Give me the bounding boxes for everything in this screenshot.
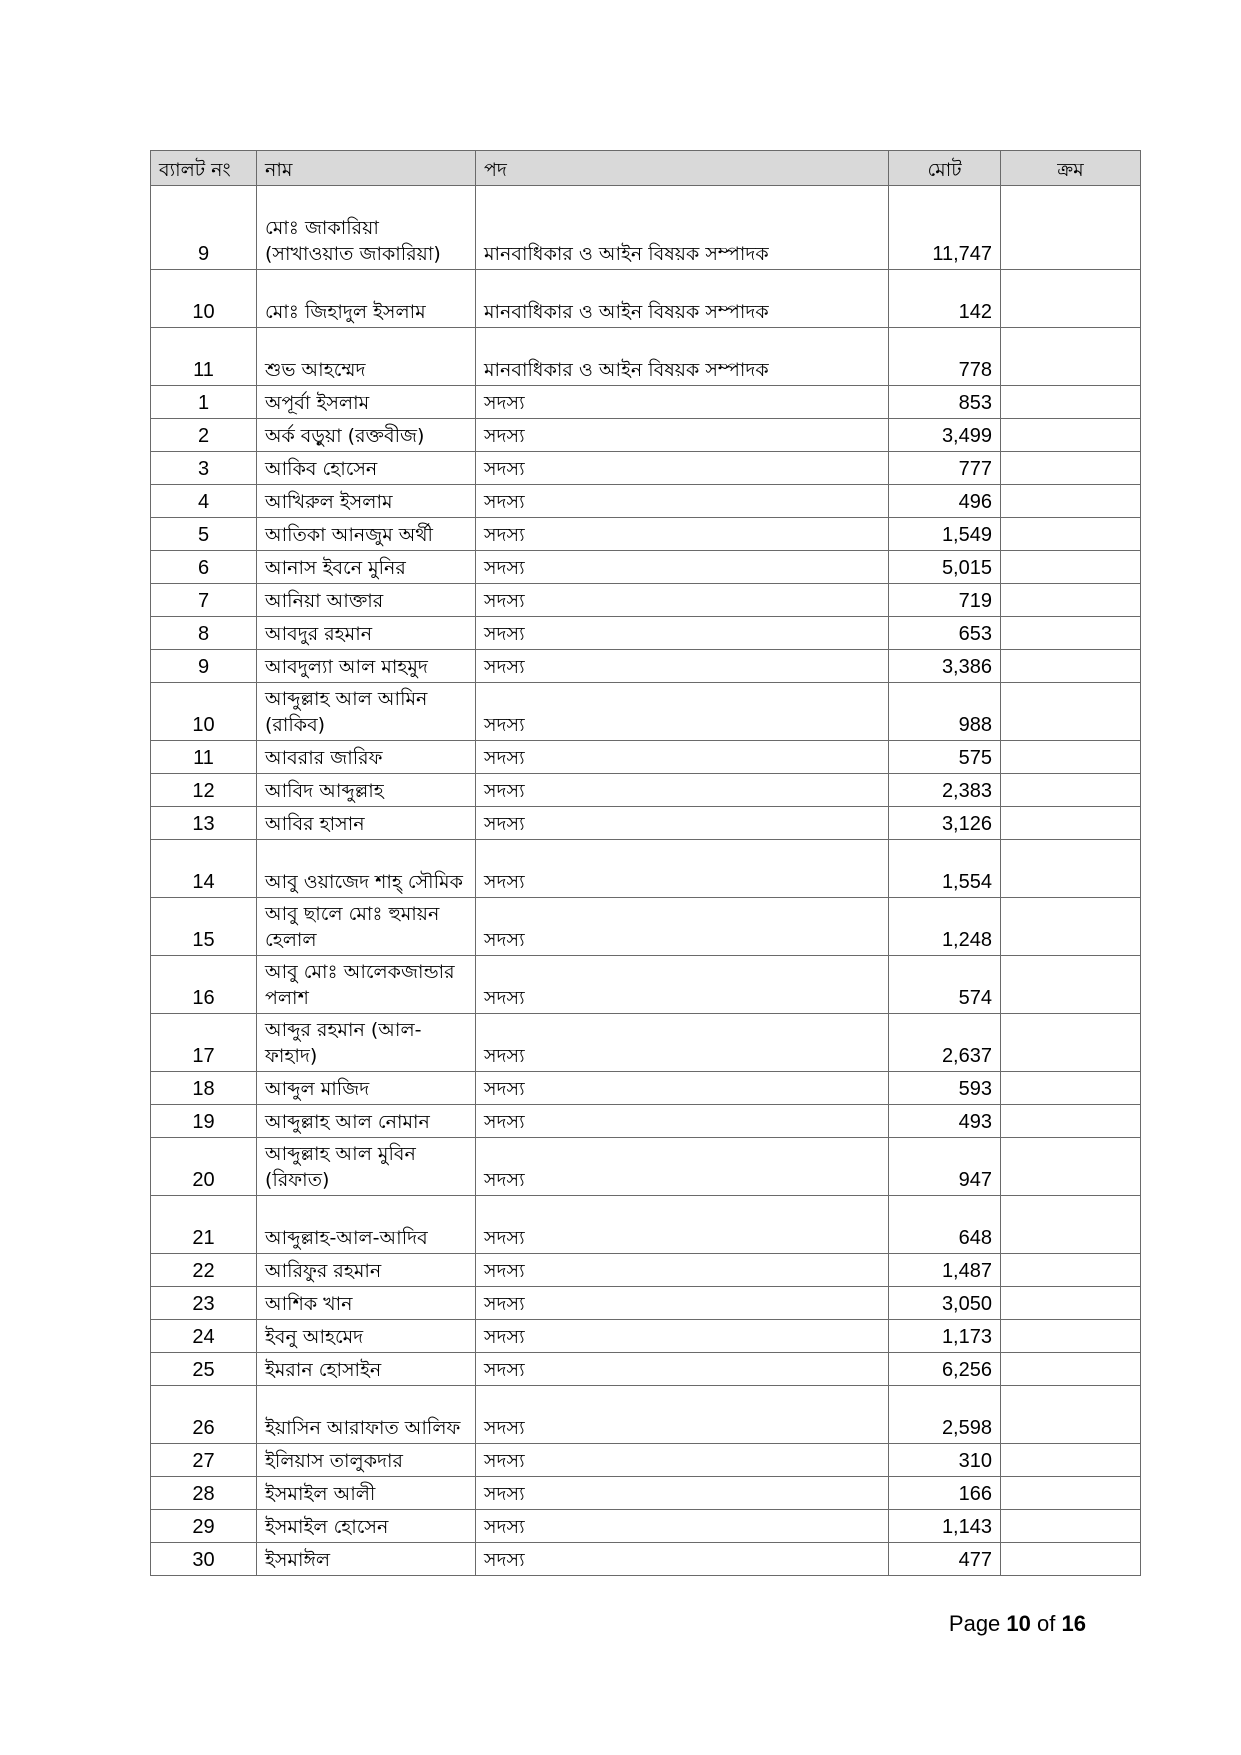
rank-cell bbox=[1001, 1138, 1141, 1196]
rank-cell bbox=[1001, 1287, 1141, 1320]
total-votes-cell: 310 bbox=[889, 1444, 1001, 1477]
candidate-name-cell: আব্দুল্লাহ আল নোমান bbox=[257, 1105, 476, 1138]
post-cell: সদস্য bbox=[476, 1444, 889, 1477]
total-votes-cell: 853 bbox=[889, 386, 1001, 419]
ballot-no-cell: 9 bbox=[151, 650, 257, 683]
ballot-no-cell: 11 bbox=[151, 328, 257, 386]
candidate-name-cell: মোঃ জাকারিয়া (সাখাওয়াত জাকারিয়া) bbox=[257, 186, 476, 270]
total-votes-cell: 648 bbox=[889, 1196, 1001, 1254]
ballot-no-cell: 20 bbox=[151, 1138, 257, 1196]
post-cell: সদস্য bbox=[476, 956, 889, 1014]
ballot-no-cell: 1 bbox=[151, 386, 257, 419]
ballot-no-cell: 12 bbox=[151, 774, 257, 807]
table-row bbox=[151, 551, 1141, 584]
post-cell: সদস্য bbox=[476, 1138, 889, 1196]
candidate-name-cell: আব্দুল্লাহ আল আমিন (রাকিব) bbox=[257, 683, 476, 741]
ballot-no-cell: 27 bbox=[151, 1444, 257, 1477]
candidate-name-cell: আব্দুর রহমান (আল-ফাহাদ) bbox=[257, 1014, 476, 1072]
table-row bbox=[151, 650, 1141, 683]
post-cell: সদস্য bbox=[476, 1510, 889, 1543]
candidate-name-cell: শুভ আহম্মেদ bbox=[257, 328, 476, 386]
post-cell: সদস্য bbox=[476, 1072, 889, 1105]
candidate-name-cell: ইসমাঈল bbox=[257, 1543, 476, 1576]
header-total: মোট bbox=[889, 151, 1001, 186]
rank-cell bbox=[1001, 1072, 1141, 1105]
rank-cell bbox=[1001, 386, 1141, 419]
ballot-no-cell: 6 bbox=[151, 551, 257, 584]
post-cell: সদস্য bbox=[476, 807, 889, 840]
ballot-no-cell: 17 bbox=[151, 1014, 257, 1072]
total-votes-cell: 6,256 bbox=[889, 1353, 1001, 1386]
total-votes-cell: 142 bbox=[889, 270, 1001, 328]
post-cell: মানবাধিকার ও আইন বিষয়ক সম্পাদক bbox=[476, 186, 889, 270]
ballot-no-cell: 16 bbox=[151, 956, 257, 1014]
table-row bbox=[151, 1287, 1141, 1320]
post-cell: সদস্য bbox=[476, 1196, 889, 1254]
table-row bbox=[151, 741, 1141, 774]
candidate-name-cell: আবু ওয়াজেদ শাহ্ সৌমিক bbox=[257, 840, 476, 898]
rank-cell bbox=[1001, 840, 1141, 898]
of-word: of bbox=[1037, 1611, 1056, 1636]
ballot-no-cell: 4 bbox=[151, 485, 257, 518]
candidate-name-cell: আবু মোঃ আলেকজান্ডার পলাশ bbox=[257, 956, 476, 1014]
candidate-name-cell: ইসমাইল আলী bbox=[257, 1477, 476, 1510]
total-votes-cell: 719 bbox=[889, 584, 1001, 617]
candidate-name-cell: ইয়াসিন আরাফাত আলিফ bbox=[257, 1386, 476, 1444]
total-votes-cell: 1,487 bbox=[889, 1254, 1001, 1287]
header-post: পদ bbox=[476, 151, 889, 186]
ballot-no-cell: 11 bbox=[151, 741, 257, 774]
table-row bbox=[151, 807, 1141, 840]
total-votes-cell: 2,383 bbox=[889, 774, 1001, 807]
candidate-name-cell: আতিকা আনজুম অর্থী bbox=[257, 518, 476, 551]
rank-cell bbox=[1001, 328, 1141, 386]
rank-cell bbox=[1001, 1477, 1141, 1510]
total-votes-cell: 1,248 bbox=[889, 898, 1001, 956]
rank-cell bbox=[1001, 1014, 1141, 1072]
ballot-no-cell: 2 bbox=[151, 419, 257, 452]
table-row bbox=[151, 1320, 1141, 1353]
total-votes-cell: 3,050 bbox=[889, 1287, 1001, 1320]
post-cell: সদস্য bbox=[476, 741, 889, 774]
post-cell: সদস্য bbox=[476, 650, 889, 683]
rank-cell bbox=[1001, 807, 1141, 840]
post-cell: সদস্য bbox=[476, 898, 889, 956]
rank-cell bbox=[1001, 1196, 1141, 1254]
rank-cell bbox=[1001, 1254, 1141, 1287]
rank-cell bbox=[1001, 741, 1141, 774]
rank-cell bbox=[1001, 898, 1141, 956]
post-cell: সদস্য bbox=[476, 1353, 889, 1386]
rank-cell bbox=[1001, 1444, 1141, 1477]
table-row bbox=[151, 683, 1141, 741]
table-row bbox=[151, 1444, 1141, 1477]
table-row bbox=[151, 1138, 1141, 1196]
ballot-no-cell: 15 bbox=[151, 898, 257, 956]
candidate-name-cell: আনিয়া আক্তার bbox=[257, 584, 476, 617]
ballot-no-cell: 21 bbox=[151, 1196, 257, 1254]
total-votes-cell: 3,499 bbox=[889, 419, 1001, 452]
post-cell: সদস্য bbox=[476, 774, 889, 807]
current-page: 10 bbox=[1006, 1611, 1031, 1636]
candidate-name-cell: অপূর্বা ইসলাম bbox=[257, 386, 476, 419]
candidate-name-cell: আনাস ইবনে মুনির bbox=[257, 551, 476, 584]
table-row bbox=[151, 1543, 1141, 1576]
rank-cell bbox=[1001, 485, 1141, 518]
total-votes-cell: 1,143 bbox=[889, 1510, 1001, 1543]
candidate-name-cell: ইসমাইল হোসেন bbox=[257, 1510, 476, 1543]
rank-cell bbox=[1001, 683, 1141, 741]
page-number bbox=[949, 1611, 1086, 1637]
page-word: Page bbox=[948, 1611, 1001, 1636]
candidate-name-cell: আব্দুল্লাহ আল মুবিন (রিফাত) bbox=[257, 1138, 476, 1196]
candidate-name-cell: আব্দুল মাজিদ bbox=[257, 1072, 476, 1105]
table-body bbox=[151, 186, 1141, 1576]
rank-cell bbox=[1001, 1510, 1141, 1543]
table-row bbox=[151, 1072, 1141, 1105]
total-votes-cell: 778 bbox=[889, 328, 1001, 386]
total-votes-cell: 493 bbox=[889, 1105, 1001, 1138]
ballot-no-cell: 30 bbox=[151, 1543, 257, 1576]
rank-cell bbox=[1001, 518, 1141, 551]
rank-cell bbox=[1001, 584, 1141, 617]
candidate-name-cell: অর্ক বড়ুয়া (রক্তবীজ) bbox=[257, 419, 476, 452]
table-row bbox=[151, 774, 1141, 807]
ballot-no-cell: 25 bbox=[151, 1353, 257, 1386]
post-cell: সদস্য bbox=[476, 518, 889, 551]
candidate-name-cell: আখিরুল ইসলাম bbox=[257, 485, 476, 518]
table-row bbox=[151, 1510, 1141, 1543]
post-cell: সদস্য bbox=[476, 419, 889, 452]
post-cell: সদস্য bbox=[476, 1014, 889, 1072]
post-cell: মানবাধিকার ও আইন বিষয়ক সম্পাদক bbox=[476, 270, 889, 328]
table-row bbox=[151, 1386, 1141, 1444]
rank-cell bbox=[1001, 1320, 1141, 1353]
total-votes-cell: 2,598 bbox=[889, 1386, 1001, 1444]
table-row bbox=[151, 419, 1141, 452]
total-votes-cell: 777 bbox=[889, 452, 1001, 485]
header-rank: ক্রম bbox=[1001, 151, 1141, 186]
post-cell: সদস্য bbox=[476, 1254, 889, 1287]
post-cell: সদস্য bbox=[476, 840, 889, 898]
candidate-name-cell: আকিব হোসেন bbox=[257, 452, 476, 485]
rank-cell bbox=[1001, 1386, 1141, 1444]
rank-cell bbox=[1001, 1353, 1141, 1386]
post-cell: সদস্য bbox=[476, 584, 889, 617]
table-row bbox=[151, 1014, 1141, 1072]
candidate-name-cell: আবু ছালে মোঃ হুমায়ন হেলাল bbox=[257, 898, 476, 956]
post-cell: সদস্য bbox=[476, 485, 889, 518]
total-votes-cell: 496 bbox=[889, 485, 1001, 518]
candidate-name-cell: আবদুর রহমান bbox=[257, 617, 476, 650]
table-row bbox=[151, 840, 1141, 898]
total-votes-cell: 593 bbox=[889, 1072, 1001, 1105]
ballot-no-cell: 19 bbox=[151, 1105, 257, 1138]
ballot-no-cell: 26 bbox=[151, 1386, 257, 1444]
rank-cell bbox=[1001, 452, 1141, 485]
table-row bbox=[151, 270, 1141, 328]
ballot-no-cell: 10 bbox=[151, 270, 257, 328]
ballot-no-cell: 23 bbox=[151, 1287, 257, 1320]
candidate-name-cell: মোঃ জিহাদুল ইসলাম bbox=[257, 270, 476, 328]
total-pages: 16 bbox=[1061, 1611, 1086, 1636]
candidate-name-cell: আবরার জারিফ bbox=[257, 741, 476, 774]
total-votes-cell: 477 bbox=[889, 1543, 1001, 1576]
total-votes-cell: 1,554 bbox=[889, 840, 1001, 898]
rank-cell bbox=[1001, 186, 1141, 270]
table-row bbox=[151, 584, 1141, 617]
rank-cell bbox=[1001, 617, 1141, 650]
ballot-no-cell: 28 bbox=[151, 1477, 257, 1510]
ballot-no-cell: 29 bbox=[151, 1510, 257, 1543]
candidate-name-cell: আবিদ আব্দুল্লাহ bbox=[257, 774, 476, 807]
ballot-no-cell: 5 bbox=[151, 518, 257, 551]
post-cell: সদস্য bbox=[476, 1386, 889, 1444]
total-votes-cell: 1,173 bbox=[889, 1320, 1001, 1353]
ballot-no-cell: 10 bbox=[151, 683, 257, 741]
candidate-name-cell: আব্দুল্লাহ-আল-আদিব bbox=[257, 1196, 476, 1254]
post-cell: মানবাধিকার ও আইন বিষয়ক সম্পাদক bbox=[476, 328, 889, 386]
table-row bbox=[151, 898, 1141, 956]
ballot-no-cell: 8 bbox=[151, 617, 257, 650]
post-cell: সদস্য bbox=[476, 617, 889, 650]
table-row bbox=[151, 186, 1141, 270]
rank-cell bbox=[1001, 551, 1141, 584]
total-votes-cell: 5,015 bbox=[889, 551, 1001, 584]
total-votes-cell: 988 bbox=[889, 683, 1001, 741]
ballot-no-cell: 7 bbox=[151, 584, 257, 617]
total-votes-cell: 3,386 bbox=[889, 650, 1001, 683]
header-name: নাম bbox=[257, 151, 476, 186]
table-row bbox=[151, 1105, 1141, 1138]
rank-cell bbox=[1001, 419, 1141, 452]
table-row bbox=[151, 956, 1141, 1014]
post-cell: সদস্য bbox=[476, 386, 889, 419]
ballot-results-table bbox=[150, 150, 1141, 1576]
candidate-name-cell: আবির হাসান bbox=[257, 807, 476, 840]
table-row bbox=[151, 617, 1141, 650]
rank-cell bbox=[1001, 1105, 1141, 1138]
table-row bbox=[151, 1196, 1141, 1254]
table-row bbox=[151, 518, 1141, 551]
ballot-no-cell: 24 bbox=[151, 1320, 257, 1353]
candidate-name-cell: ইলিয়াস তালুকদার bbox=[257, 1444, 476, 1477]
table-row bbox=[151, 485, 1141, 518]
rank-cell bbox=[1001, 774, 1141, 807]
rank-cell bbox=[1001, 956, 1141, 1014]
post-cell: সদস্য bbox=[476, 551, 889, 584]
total-votes-cell: 166 bbox=[889, 1477, 1001, 1510]
ballot-no-cell: 14 bbox=[151, 840, 257, 898]
candidate-name-cell: ইবনু আহমেদ bbox=[257, 1320, 476, 1353]
total-votes-cell: 3,126 bbox=[889, 807, 1001, 840]
table-row bbox=[151, 452, 1141, 485]
table-row bbox=[151, 1254, 1141, 1287]
table-row bbox=[151, 1353, 1141, 1386]
total-votes-cell: 575 bbox=[889, 741, 1001, 774]
post-cell: সদস্য bbox=[476, 1320, 889, 1353]
total-votes-cell: 947 bbox=[889, 1138, 1001, 1196]
rank-cell bbox=[1001, 650, 1141, 683]
post-cell: সদস্য bbox=[476, 1105, 889, 1138]
total-votes-cell: 653 bbox=[889, 617, 1001, 650]
post-cell: সদস্য bbox=[476, 1477, 889, 1510]
total-votes-cell: 1,549 bbox=[889, 518, 1001, 551]
total-votes-cell: 2,637 bbox=[889, 1014, 1001, 1072]
rank-cell bbox=[1001, 1543, 1141, 1576]
ballot-no-cell: 18 bbox=[151, 1072, 257, 1105]
ballot-no-cell: 22 bbox=[151, 1254, 257, 1287]
post-cell: সদস্য bbox=[476, 1287, 889, 1320]
candidate-name-cell: ইমরান হোসাইন bbox=[257, 1353, 476, 1386]
table-row bbox=[151, 1477, 1141, 1510]
candidate-name-cell: আবদুল্যা আল মাহমুদ bbox=[257, 650, 476, 683]
total-votes-cell: 11,747 bbox=[889, 186, 1001, 270]
header-ballot-no: ব্যালট নং bbox=[151, 151, 257, 186]
post-cell: সদস্য bbox=[476, 1543, 889, 1576]
table-row bbox=[151, 328, 1141, 386]
ballot-no-cell: 13 bbox=[151, 807, 257, 840]
total-votes-cell: 574 bbox=[889, 956, 1001, 1014]
candidate-name-cell: আরিফুর রহমান bbox=[257, 1254, 476, 1287]
post-cell: সদস্য bbox=[476, 683, 889, 741]
candidate-name-cell: আশিক খান bbox=[257, 1287, 476, 1320]
table-header-row bbox=[151, 151, 1141, 186]
ballot-no-cell: 3 bbox=[151, 452, 257, 485]
post-cell: সদস্য bbox=[476, 452, 889, 485]
rank-cell bbox=[1001, 270, 1141, 328]
ballot-no-cell: 9 bbox=[151, 186, 257, 270]
table-row bbox=[151, 386, 1141, 419]
